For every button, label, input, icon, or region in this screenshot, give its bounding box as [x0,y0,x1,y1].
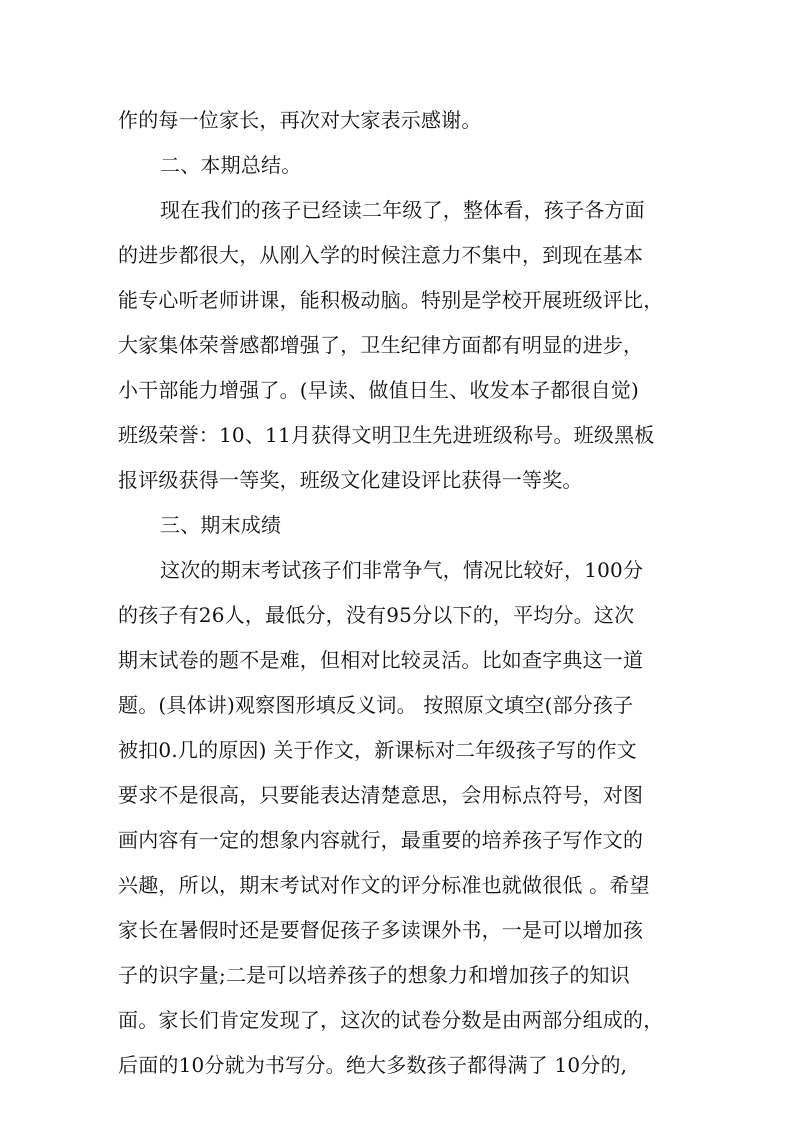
text-line: 现在我们的孩子已经读二年级了，整体看，孩子各方面 [160,198,645,222]
text-line: 能专心听老师讲课，能积极动脑。特别是学校开展班级评比， [118,288,664,312]
text-line: 的孩子有26人，最低分，没有95分以下的，平均分。这次 [118,603,635,627]
text-line: 被扣0.几的原因) 关于作文，新课标对二年级孩子写的作文 [118,738,637,762]
text-line: 题。(具体讲)观察图形填反义词。 按照原文填空(部分孩子 [118,693,634,717]
text-line: 面。家长们肯定发现了，这次的试卷分数是由两部分组成的， [118,1008,664,1032]
text-line: 小干部能力增强了。(早读、做值日生、收发本子都很自觉) [118,378,640,402]
text-line: 期末试卷的题不是难，但相对比较灵活。比如查字典这一道 [118,648,644,672]
text-line: 兴趣，所以，期末考试对作文的评分标准也就做很低 。希望 [118,873,650,897]
text-line: 家长在暑假时还是要督促孩子多读课外书，一是可以增加孩 [118,918,644,942]
text-line: 报评级获得一等奖，班级文化建设评比获得一等奖。 [118,468,583,492]
text-line: 要求不是很高，只要能表达清楚意思，会用标点符号，对图 [118,783,644,807]
text-line: 大家集体荣誉感都增强了，卫生纪律方面都有明显的进步， [118,333,644,357]
text-line: 班级荣誉：10、11月获得文明卫生先进班级称号。班级黑板 [118,423,655,447]
text-line: 后面的10分就为书写分。绝大多数孩子都得满了 10分的, [118,1053,628,1077]
text-line: 画内容有一定的想象内容就行，最重要的培养孩子写作文的 [118,828,644,852]
text-line: 作的每一位家长，再次对大家表示感谢。 [118,108,482,132]
text-line: 这次的期末考试孩子们非常争气，情况比较好，100分 [160,558,644,582]
text-line: 子的识字量;二是可以培养孩子的想象力和增加孩子的知识 [118,963,630,987]
section-heading: 二、本期总结。 [160,153,302,177]
section-heading: 三、期末成绩 [160,513,282,537]
text-line: 的进步都很大，从刚入学的时候注意力不集中，到现在基本 [118,243,644,267]
